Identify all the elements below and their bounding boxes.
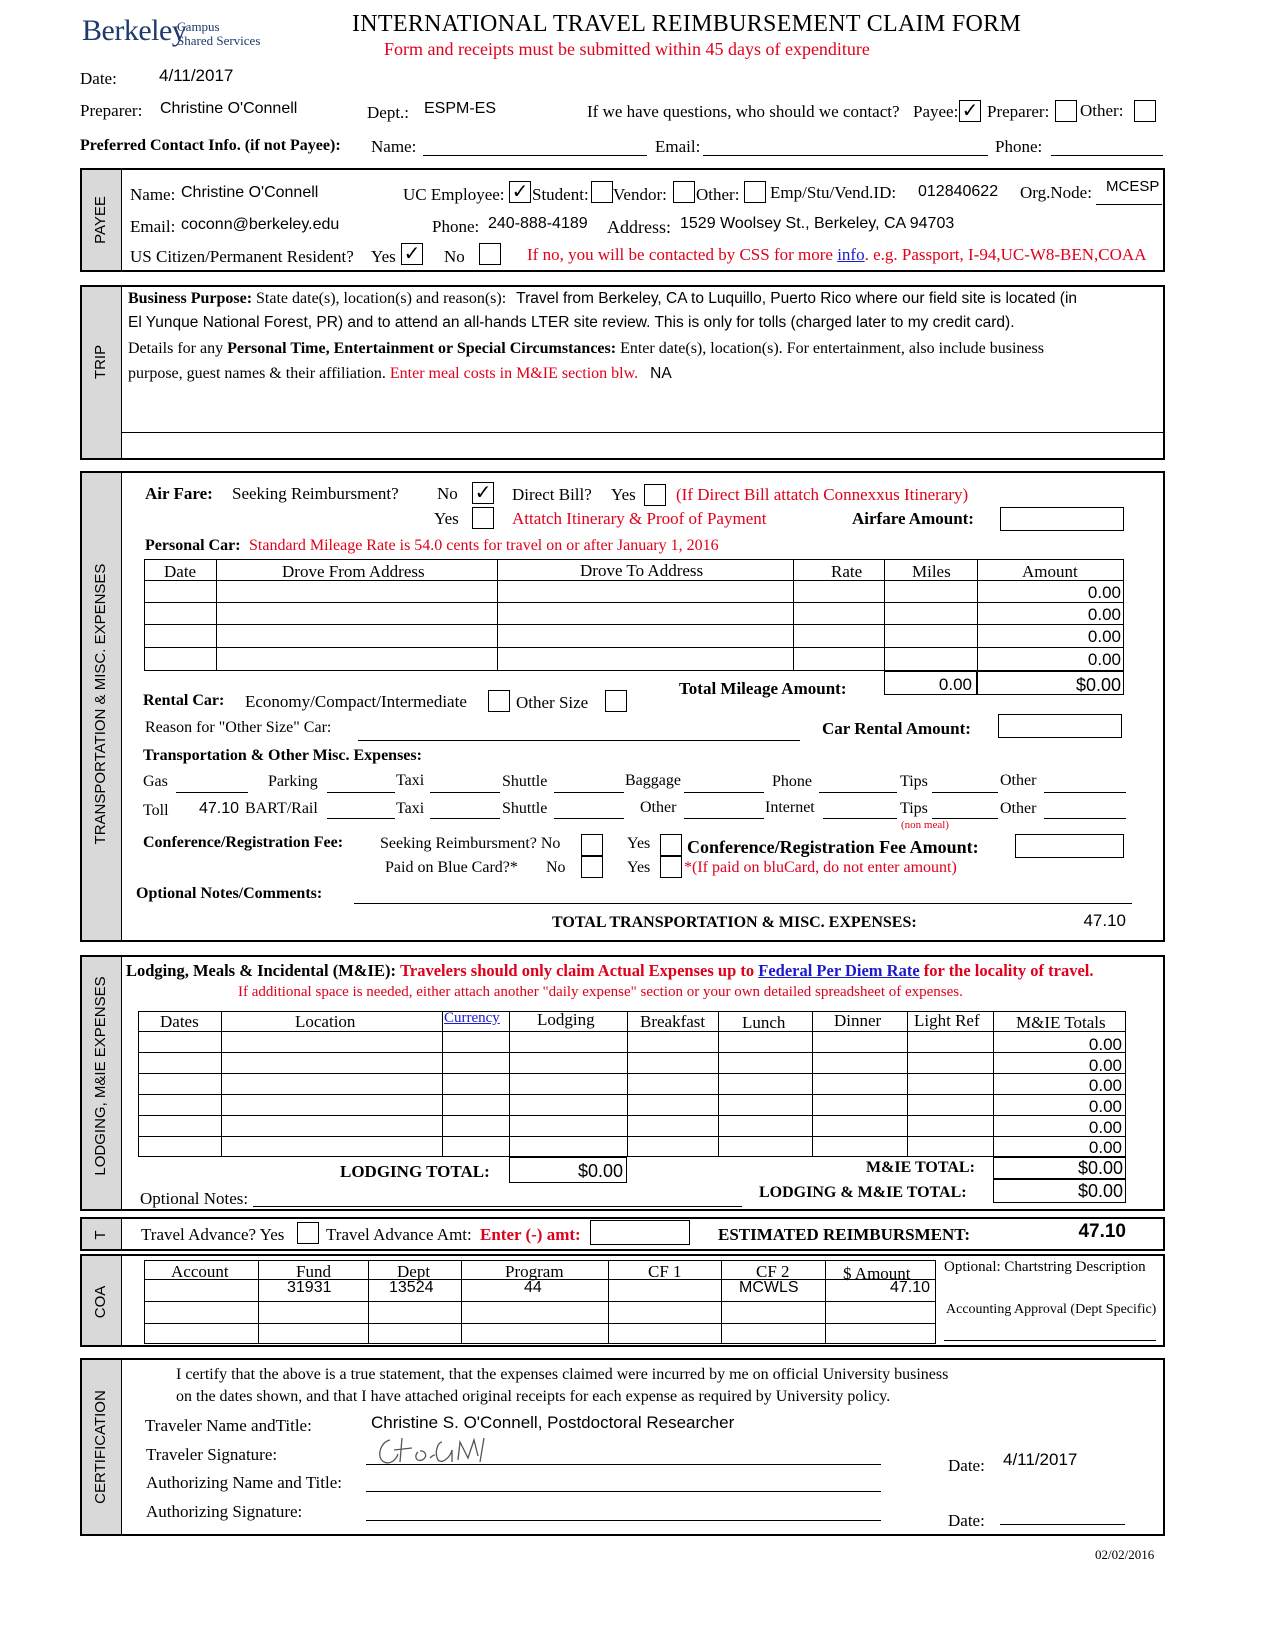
mie-total-row-6[interactable]: 0.00 bbox=[1088, 1138, 1122, 1157]
uc-employee-label: UC Employee: bbox=[403, 185, 505, 204]
direct-bill-note: (If Direct Bill attatch Connexxus Itinerary) bbox=[676, 485, 969, 504]
dept-label: Dept.: bbox=[367, 103, 410, 122]
student-label: Student: bbox=[532, 185, 589, 204]
reason-label: Reason for "Other Size" Car: bbox=[145, 719, 332, 736]
other2-field[interactable] bbox=[684, 818, 764, 819]
coa-col-line bbox=[608, 1260, 609, 1344]
uc-employee-checkbox[interactable] bbox=[509, 181, 531, 203]
lodging-row-line bbox=[138, 1052, 1126, 1053]
details-line2-text: purpose, guest names & their affiliation. bbox=[128, 365, 386, 382]
lodging-row-line bbox=[138, 1136, 1126, 1137]
check-icon: ✓ bbox=[403, 241, 421, 265]
orgnode-label: Org.Node: bbox=[1020, 183, 1092, 202]
advance-section-label: T bbox=[92, 1230, 109, 1240]
mie-total-row-3[interactable]: 0.00 bbox=[1088, 1076, 1122, 1095]
citizen-note-post: . e.g. Passport, I-94,UC-W8-BEN,COAA bbox=[864, 245, 1147, 264]
payee-email-value[interactable]: coconn@berkeley.edu bbox=[181, 216, 340, 233]
traveler-name-label: Traveler Name andTitle: bbox=[145, 1416, 312, 1435]
conf-yes-label: Yes bbox=[627, 835, 651, 852]
coa-col-line bbox=[368, 1260, 369, 1344]
parking-field[interactable] bbox=[327, 792, 395, 793]
non-meal-note: (non meal) bbox=[901, 819, 949, 831]
conf-yes-checkbox[interactable] bbox=[660, 834, 682, 856]
coa-col-account: Account bbox=[171, 1262, 229, 1281]
coa-dept-value[interactable]: 13524 bbox=[389, 1279, 434, 1296]
mileage-amount-1[interactable]: 0.00 bbox=[1087, 583, 1121, 602]
gas-label: Gas bbox=[143, 773, 168, 790]
payee-phone-label: Phone: bbox=[432, 217, 480, 236]
col-miles: Miles bbox=[912, 562, 951, 581]
mileage-col-line bbox=[977, 559, 978, 671]
airfare-label: Air Fare: bbox=[145, 484, 213, 503]
vendor-checkbox[interactable] bbox=[673, 181, 695, 203]
lcol-currency[interactable]: Currency bbox=[444, 1010, 500, 1026]
paid-blue-label: Paid on Blue Card?* bbox=[385, 859, 518, 876]
lodging-title-red: Travelers should only claim Actual Expenses up to bbox=[400, 961, 755, 980]
paid-no-label: No bbox=[546, 859, 566, 876]
mileage-amount-3[interactable]: 0.00 bbox=[1087, 627, 1121, 646]
paid-yes-label: Yes bbox=[627, 859, 651, 876]
dept-value[interactable]: ESPM-ES bbox=[424, 100, 497, 117]
paid-note: *(If paid on bluCard, do not enter amount) bbox=[684, 859, 957, 876]
optional-notes-label: Optional Notes: bbox=[140, 1189, 249, 1208]
phone-field[interactable] bbox=[819, 792, 897, 793]
mileage-col-line bbox=[793, 559, 794, 671]
lodging-col-line bbox=[221, 1011, 222, 1157]
lodging-total-label: LODGING TOTAL: bbox=[340, 1162, 490, 1181]
airfare-yes-checkbox[interactable] bbox=[472, 507, 494, 529]
notes-field[interactable] bbox=[354, 903, 1132, 904]
details-line-2 bbox=[128, 366, 672, 382]
internet-field[interactable] bbox=[823, 818, 897, 819]
date-label: Date: bbox=[80, 69, 117, 88]
date-value[interactable]: 4/11/2017 bbox=[159, 66, 234, 85]
vendor-label: Vendor: bbox=[613, 185, 667, 204]
conf-amount-label: Conference/Registration Fee Amount: bbox=[687, 837, 979, 857]
mie-total-row-2[interactable]: 0.00 bbox=[1088, 1056, 1122, 1075]
airfare-amount-label: Airfare Amount: bbox=[852, 509, 974, 528]
mileage-col-line bbox=[216, 559, 217, 671]
optional-notes-field[interactable] bbox=[253, 1206, 742, 1207]
purpose-line-1 bbox=[128, 291, 1077, 307]
bart-label: BART/Rail bbox=[245, 800, 318, 817]
phone-label: Phone bbox=[772, 773, 812, 790]
pref-phone-field[interactable] bbox=[1051, 155, 1163, 156]
car-rental-amount-label: Car Rental Amount: bbox=[822, 719, 971, 738]
preparer-contact-label: Preparer: bbox=[987, 102, 1050, 121]
other-size-label: Other Size bbox=[516, 693, 589, 712]
paid-yes-checkbox[interactable] bbox=[660, 856, 682, 878]
internet-label: Internet bbox=[765, 799, 815, 816]
coa-col-program: Program bbox=[505, 1262, 564, 1281]
trip-section-label: TRIP bbox=[92, 344, 109, 380]
mileage-amount-4[interactable]: 0.00 bbox=[1087, 650, 1121, 669]
auth-name-field[interactable] bbox=[366, 1491, 881, 1492]
payee-contact-label: Payee: bbox=[913, 102, 959, 121]
taxi2-field[interactable] bbox=[430, 818, 500, 819]
logo-sub-campus: Campus bbox=[177, 19, 220, 34]
lcol-dates: Dates bbox=[160, 1012, 199, 1031]
cert-line-2: on the dates shown, and that I have attached original receipts for each expense as required by University policy. bbox=[176, 1388, 891, 1405]
mileage-amount-2[interactable]: 0.00 bbox=[1087, 605, 1121, 624]
direct-bill-yes: Yes bbox=[611, 485, 636, 504]
info-link[interactable]: info bbox=[837, 245, 865, 264]
car-rental-amount-field[interactable] bbox=[998, 714, 1122, 738]
cert-date-value[interactable]: 4/11/2017 bbox=[1003, 1450, 1078, 1469]
seeking-label: Seeking Reimbursment? bbox=[232, 484, 399, 503]
auth-date-label: Date: bbox=[948, 1511, 985, 1530]
tips-label: Tips bbox=[900, 773, 928, 790]
total-transport-label: TOTAL TRANSPORTATION & MISC. EXPENSES: bbox=[552, 914, 917, 931]
coa-cf2-value[interactable]: MCWLS bbox=[739, 1279, 799, 1296]
misc-label: Transportation & Other Misc. Expenses: bbox=[143, 747, 422, 764]
lcol-lodging: Lodging bbox=[537, 1010, 595, 1029]
coa-col-cf2: CF 2 bbox=[756, 1262, 790, 1281]
payee-phone-value[interactable]: 240-888-4189 bbox=[488, 215, 588, 232]
citizen-note bbox=[527, 246, 1146, 263]
attach-note: Attatch Itinerary & Proof of Payment bbox=[512, 509, 767, 528]
lcol-lunch: Lunch bbox=[742, 1013, 786, 1032]
est-reimbursement-label: ESTIMATED REIMBURSMENT: bbox=[718, 1225, 971, 1244]
coa-col-line bbox=[721, 1260, 722, 1344]
pref-name-field[interactable] bbox=[423, 155, 647, 156]
conf-amount-field[interactable] bbox=[1015, 834, 1124, 858]
preparer-label: Preparer: bbox=[80, 101, 143, 120]
mileage-col-line bbox=[884, 559, 885, 671]
other-type-checkbox[interactable] bbox=[744, 181, 766, 203]
coa-row-line bbox=[144, 1323, 936, 1324]
coa-row-line bbox=[144, 1301, 936, 1302]
coa-col-amount: $ Amount bbox=[843, 1264, 911, 1283]
pref-email-field[interactable] bbox=[703, 155, 988, 156]
taxi2-label: Taxi bbox=[396, 800, 425, 817]
coa-col-line bbox=[825, 1260, 826, 1344]
rental-car-label: Rental Car: bbox=[143, 692, 225, 709]
other3-field[interactable] bbox=[1044, 818, 1126, 819]
mie-total-label: M&IE TOTAL: bbox=[866, 1159, 975, 1176]
lodging-section-label: LODGING, M&IE EXPENSES bbox=[92, 976, 109, 1176]
check-icon: ✓ bbox=[474, 480, 492, 504]
baggage-field[interactable] bbox=[684, 792, 764, 793]
shuttle2-label: Shuttle bbox=[502, 800, 548, 817]
direct-bill-label: Direct Bill? bbox=[512, 485, 592, 504]
purpose-value-1[interactable]: Travel from Berkeley, CA to Luquillo, Puerto Rico where our field site is located (in bbox=[516, 290, 1078, 307]
purpose-hint: State date(s), location(s) and reason(s): bbox=[256, 290, 507, 307]
rental-standard-checkbox[interactable] bbox=[488, 690, 510, 712]
coa-col-cf1: CF 1 bbox=[648, 1262, 682, 1281]
preparer-value[interactable]: Christine O'Connell bbox=[160, 100, 298, 117]
rental-options-label: Economy/Compact/Intermediate bbox=[245, 692, 467, 711]
coa-section-label: COA bbox=[92, 1285, 109, 1319]
shuttle-label: Shuttle bbox=[502, 773, 548, 790]
citizen-no-label: No bbox=[444, 247, 465, 266]
other-contact-label: Other: bbox=[1080, 101, 1124, 120]
advance-amt-field[interactable] bbox=[590, 1220, 690, 1245]
lodging-col-line bbox=[718, 1011, 719, 1157]
other-size-checkbox[interactable] bbox=[605, 690, 627, 712]
coa-col-dept: Dept bbox=[397, 1262, 431, 1281]
total-transport-value: 47.10 bbox=[1083, 911, 1126, 930]
lodging-col-line bbox=[509, 1011, 510, 1157]
pref-name-label: Name: bbox=[371, 137, 417, 156]
lodging-title-red2: for the locality of travel. bbox=[923, 961, 1094, 980]
paid-no-checkbox[interactable] bbox=[581, 856, 603, 878]
auth-sig-label: Authorizing Signature: bbox=[146, 1502, 303, 1521]
coa-col-fund: Fund bbox=[296, 1262, 331, 1281]
logo-sub-shared: Shared Services bbox=[177, 33, 261, 48]
check-icon: ✓ bbox=[961, 98, 979, 122]
berkeley-logo: Berkeley bbox=[82, 14, 187, 47]
details-post: Enter date(s), location(s). For entertainment, also include business bbox=[620, 340, 1044, 357]
payee-name-label: Name: bbox=[130, 185, 176, 204]
lodging-header-line bbox=[138, 1031, 1126, 1032]
mileage-col-line bbox=[497, 559, 498, 671]
auth-date-field[interactable] bbox=[1000, 1524, 1125, 1525]
airfare-no-label: No bbox=[437, 484, 458, 503]
lodging-total-value: $0.00 bbox=[577, 1161, 623, 1181]
lcol-mie-totals: M&IE Totals bbox=[1016, 1013, 1106, 1032]
enter-amt-label: Enter (-) amt: bbox=[480, 1225, 581, 1244]
travel-advance-label: Travel Advance? Yes bbox=[141, 1225, 285, 1244]
lodging-col-line bbox=[907, 1011, 908, 1157]
other3-label: Other bbox=[1000, 800, 1037, 817]
payee-contact-checkbox[interactable] bbox=[959, 100, 981, 122]
direct-bill-checkbox[interactable] bbox=[644, 484, 666, 506]
col-date: Date bbox=[164, 562, 197, 581]
lodging-row-line bbox=[138, 1094, 1126, 1095]
details-bold: Personal Time, Entertainment or Special Circumstances: bbox=[227, 340, 617, 357]
auth-sig-field[interactable] bbox=[366, 1520, 881, 1521]
col-drove-from: Drove From Address bbox=[282, 562, 425, 581]
pref-email-label: Email: bbox=[655, 137, 701, 156]
baggage-label: Baggage bbox=[625, 772, 681, 789]
lodging-title-bold: Lodging, Meals & Incidental (M&IE): bbox=[126, 961, 396, 980]
form-title: INTERNATIONAL TRAVEL REIMBURSEMENT CLAIM FORM bbox=[352, 11, 1022, 37]
pref-phone-label: Phone: bbox=[995, 137, 1043, 156]
lcol-breakfast: Breakfast bbox=[640, 1012, 706, 1031]
auth-name-label: Authorizing Name and Title: bbox=[146, 1473, 342, 1492]
mileage-note: Standard Mileage Rate is 54.0 cents for travel on or after January 1, 2016 bbox=[249, 537, 719, 554]
lcol-light-ref: Light Ref bbox=[914, 1011, 980, 1030]
lodging-title bbox=[126, 963, 1093, 980]
other2-label: Other bbox=[640, 799, 677, 816]
other-contact-checkbox[interactable] bbox=[1134, 100, 1156, 122]
payee-address-label: Address: bbox=[607, 217, 671, 237]
travel-advance-amt-label: Travel Advance Amt: bbox=[326, 1225, 472, 1244]
cert-date-label: Date: bbox=[948, 1456, 985, 1475]
lcol-dinner: Dinner bbox=[834, 1011, 882, 1030]
transport-section-label: TRANSPORTATION & MISC. EXPENSES bbox=[92, 563, 109, 845]
lodging-col-line bbox=[627, 1011, 628, 1157]
lodging-col-line bbox=[442, 1011, 443, 1157]
citizen-note-pre: If no, you will be contacted by CSS for more bbox=[527, 245, 833, 264]
other-misc-label: Other bbox=[1000, 772, 1037, 789]
lodging-col-line bbox=[812, 1011, 813, 1157]
conf-label: Conference/Registration Fee: bbox=[143, 834, 344, 851]
citizen-label: US Citizen/Permanent Resident? bbox=[130, 247, 354, 266]
id-value[interactable]: 012840622 bbox=[918, 183, 999, 200]
lm-total-label: LODGING & M&IE TOTAL: bbox=[759, 1184, 967, 1201]
coa-fund-value[interactable]: 31931 bbox=[287, 1279, 332, 1296]
airfare-no-checkbox[interactable] bbox=[472, 482, 494, 504]
payee-address-value[interactable]: 1529 Woolsey St., Berkeley, CA 94703 bbox=[680, 215, 955, 232]
col-rate: Rate bbox=[831, 562, 863, 581]
purpose-value-2[interactable]: El Yunque National Forest, PR) and to attend an all-hands LTER site review. This is only for tolls (charged later to my credit card). bbox=[128, 314, 1015, 331]
col-amount: Amount bbox=[1022, 562, 1078, 581]
lodging-row-line bbox=[138, 1115, 1126, 1116]
orgnode-value[interactable]: MCESP bbox=[1106, 178, 1160, 195]
shuttle2-field[interactable] bbox=[554, 818, 624, 819]
trip-bottom-line bbox=[122, 432, 1164, 433]
conf-no-checkbox[interactable] bbox=[581, 834, 603, 856]
payee-email-label: Email: bbox=[130, 217, 176, 236]
gas-field[interactable] bbox=[176, 792, 248, 793]
toll-label: Toll bbox=[143, 802, 169, 819]
coa-col-line bbox=[461, 1260, 462, 1344]
payee-name-value[interactable]: Christine O'Connell bbox=[181, 184, 319, 201]
citizen-yes-checkbox[interactable] bbox=[401, 243, 423, 265]
preferred-contact-label: Preferred Contact Info. (if not Payee): bbox=[80, 137, 341, 154]
coa-program-value[interactable]: 44 bbox=[524, 1279, 542, 1296]
conf-seeking-label: Seeking Reimbursment? No bbox=[380, 835, 561, 852]
payee-section-label: PAYEE bbox=[92, 196, 109, 244]
preparer-contact-checkbox[interactable] bbox=[1055, 100, 1077, 122]
airfare-yes-label: Yes bbox=[434, 509, 459, 528]
check-icon: ✓ bbox=[511, 179, 529, 203]
total-mileage-value: $0.00 bbox=[1075, 675, 1121, 695]
toll-value[interactable]: 47.10 bbox=[199, 800, 240, 817]
notes-label: Optional Notes/Comments: bbox=[136, 885, 323, 902]
accounting-approval-label: Accounting Approval (Dept Specific) bbox=[946, 1302, 1157, 1317]
taxi-field[interactable] bbox=[430, 792, 500, 793]
mie-total-row-5[interactable]: 0.00 bbox=[1088, 1118, 1122, 1137]
student-checkbox[interactable] bbox=[591, 181, 613, 203]
mie-total-row-4[interactable]: 0.00 bbox=[1088, 1097, 1122, 1116]
lodging-col-line bbox=[993, 1011, 994, 1157]
cert-line-1: I certify that the above is a true statement, that the expenses claimed were incurred by me on official University business bbox=[176, 1366, 949, 1383]
coa-amount-value[interactable]: 47.10 bbox=[889, 1279, 930, 1296]
details-value[interactable]: NA bbox=[650, 365, 672, 382]
form-subtitle: Form and receipts must be submitted within 45 days of expenditure bbox=[384, 39, 870, 59]
total-miles-value: 0.00 bbox=[938, 675, 972, 694]
taxi-label: Taxi bbox=[396, 772, 425, 789]
mie-total-value: $0.00 bbox=[1077, 1158, 1123, 1178]
accounting-approval-field[interactable] bbox=[944, 1340, 1156, 1341]
details-pre: Details for any bbox=[128, 340, 224, 357]
col-drove-to: Drove To Address bbox=[580, 561, 704, 580]
shuttle-field[interactable] bbox=[554, 792, 624, 793]
details-line bbox=[128, 341, 1044, 357]
traveler-sig-label: Traveler Signature: bbox=[146, 1445, 278, 1464]
lm-total-value: $0.00 bbox=[1077, 1181, 1123, 1201]
est-reimbursement-value: 47.10 bbox=[1078, 1221, 1126, 1242]
mie-total-row-1[interactable]: 0.00 bbox=[1088, 1035, 1122, 1054]
travel-advance-checkbox[interactable] bbox=[297, 1222, 319, 1244]
tips2-label: Tips bbox=[900, 800, 928, 817]
contact-question: If we have questions, who should we contact? bbox=[587, 102, 900, 121]
id-label: Emp/Stu/Vend.ID: bbox=[770, 183, 897, 202]
personal-car-label: Personal Car: bbox=[145, 537, 241, 554]
airfare-amount-field[interactable] bbox=[1000, 507, 1124, 531]
purpose-label: Business Purpose: bbox=[128, 290, 253, 307]
traveler-name-value[interactable]: Christine S. O'Connell, Postdoctoral Researcher bbox=[371, 1413, 735, 1432]
bart-field[interactable] bbox=[327, 818, 395, 819]
total-mileage-label: Total Mileage Amount: bbox=[679, 679, 847, 698]
form-version: 02/02/2016 bbox=[1095, 1547, 1155, 1562]
per-diem-link[interactable]: Federal Per Diem Rate bbox=[758, 961, 920, 980]
traveler-sig-line bbox=[366, 1464, 881, 1465]
citizen-yes-label: Yes bbox=[371, 247, 396, 266]
tips-field[interactable] bbox=[932, 792, 998, 793]
parking-label: Parking bbox=[268, 773, 318, 790]
coa-col-line bbox=[258, 1260, 259, 1344]
lodging-row-line bbox=[138, 1073, 1126, 1074]
details-red: Enter meal costs in M&IE section blw. bbox=[389, 365, 639, 382]
reason-field[interactable] bbox=[358, 740, 800, 741]
traveler-signature[interactable] bbox=[372, 1432, 522, 1468]
citizen-no-checkbox[interactable] bbox=[479, 243, 501, 265]
other-type-label: Other: bbox=[696, 185, 740, 204]
lodging-subnote: If additional space is needed, either attach another "daily expense" section or your own detailed spreadsheet of expenses. bbox=[238, 984, 963, 1000]
cert-section-label: CERTIFICATION bbox=[92, 1390, 109, 1504]
other-misc-field[interactable] bbox=[1044, 792, 1126, 793]
lcol-location: Location bbox=[295, 1012, 356, 1031]
orgnode-underline bbox=[1096, 204, 1162, 205]
chartstring-label: Optional: Chartstring Description bbox=[944, 1259, 1146, 1275]
